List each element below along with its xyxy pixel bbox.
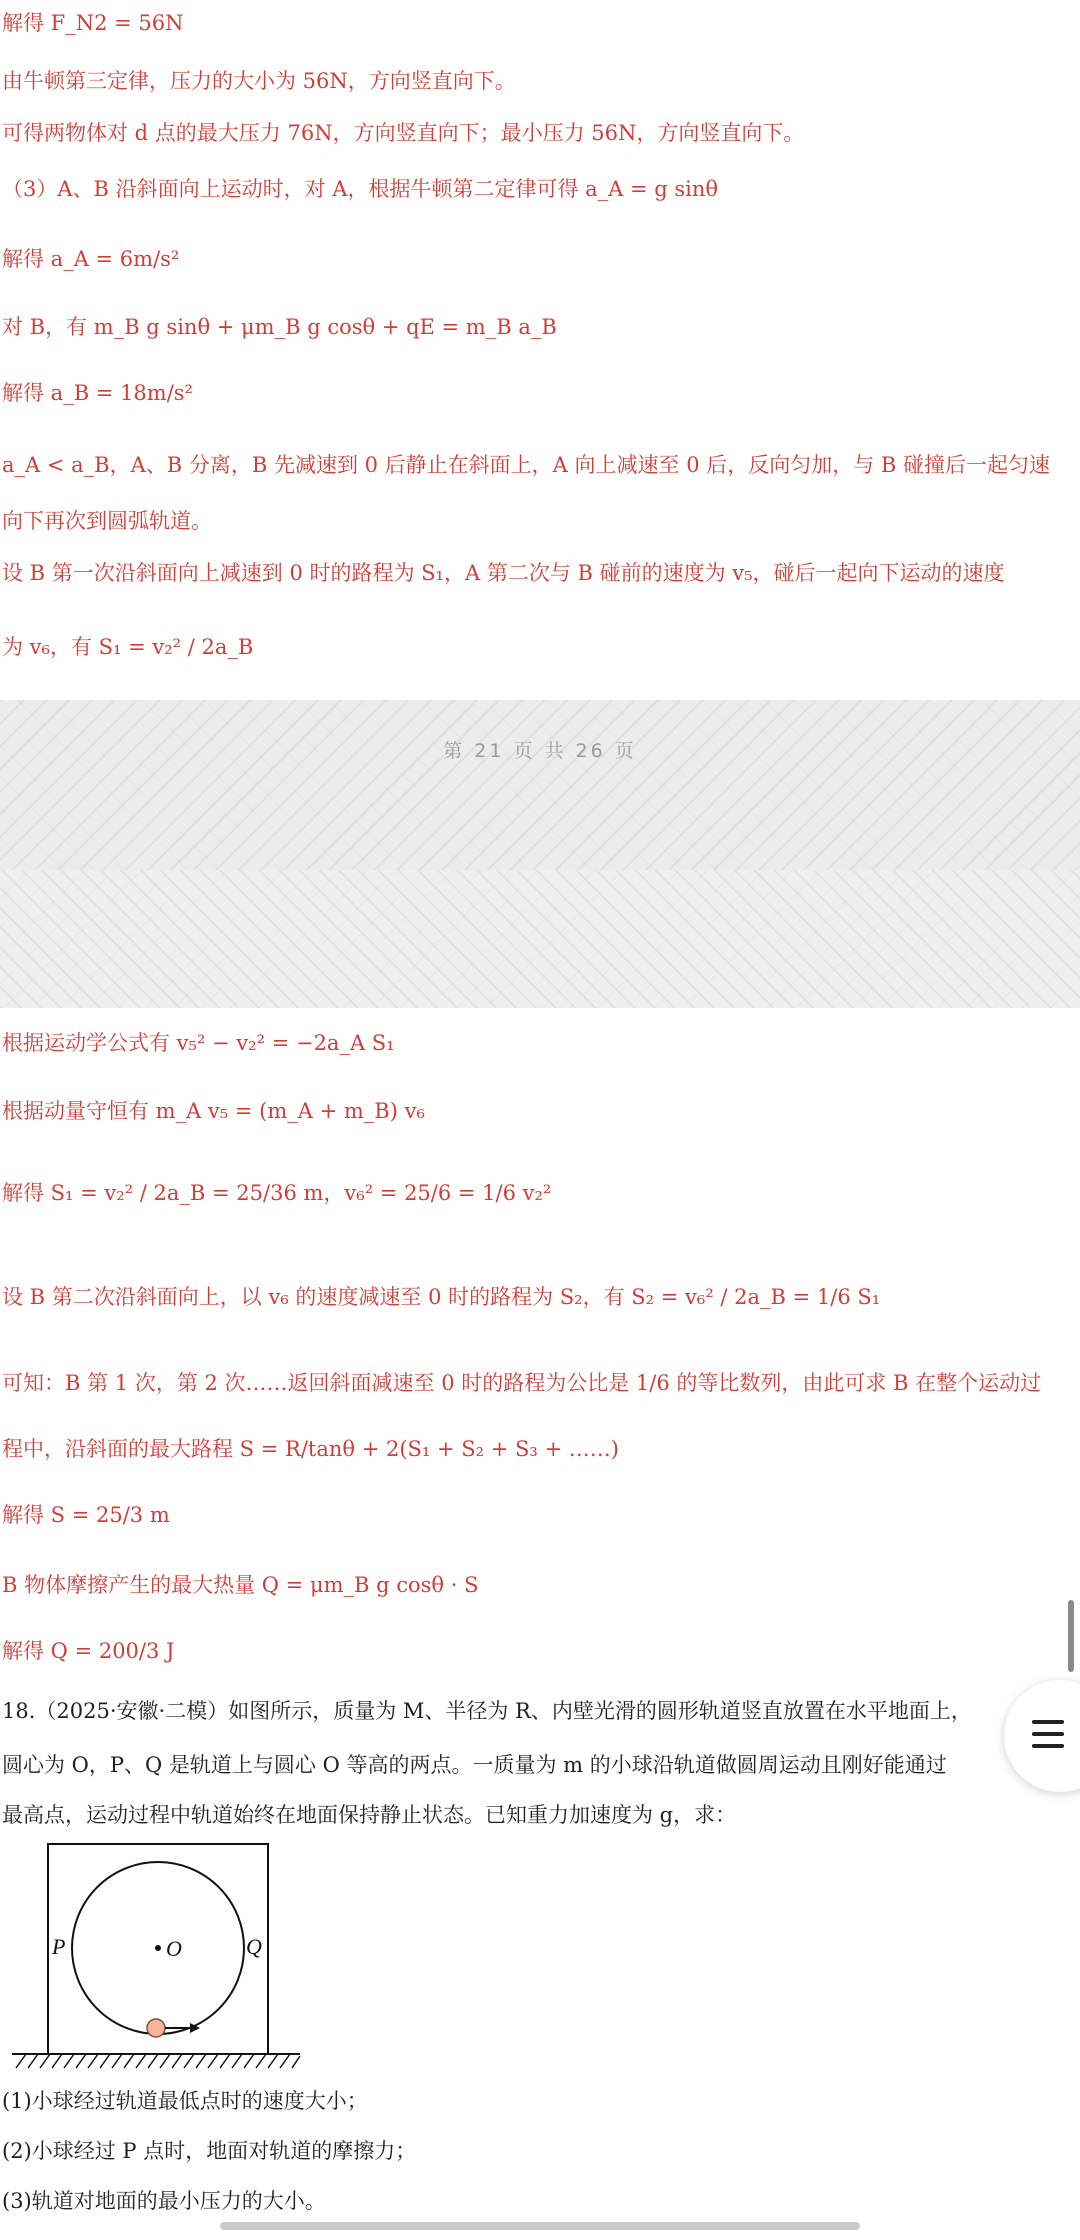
text-line: 解得 F_N2 = 56N (2, 11, 184, 35)
track-diagram (12, 1842, 302, 2086)
text-line: 程中，沿斜面的最大路程 S = R/tanθ + 2(S₁ + S₂ + S₃ + ……) (2, 1437, 619, 1461)
text-line: 设 B 第二次沿斜面向上，以 v₆ 的速度减速至 0 时的路程为 S₂，有 S₂ = v₆² / 2a_B = 1/6 S₁ (2, 1285, 881, 1309)
page-separator (0, 700, 1080, 870)
text-line: 解得 a_B = 18m/s² (2, 381, 193, 405)
question-text: 圆心为 O，P、Q 是轨道上与圆心 O 等高的两点。一质量为 m 的小球沿轨道做圆周运动且刚好能通过 (2, 1753, 947, 1777)
track-figure-svg (12, 1842, 302, 2082)
scrollbar-thumb[interactable] (1068, 1600, 1074, 1672)
subquestion-1: (1)小球经过轨道最低点时的速度大小； (2, 2089, 368, 2113)
text-line: 根据运动学公式有 v₅² − v₂² = −2a_A S₁ (2, 1031, 395, 1055)
text-line: 解得 S₁ = v₂² / 2a_B = 25/36 m，v₆² = 25/6 = 1/6 v₂² (2, 1181, 552, 1205)
label-o: O (166, 1936, 182, 1961)
text-line: 为 v₆，有 S₁ = v₂² / 2a_B (2, 635, 254, 659)
small-ball (147, 2019, 165, 2037)
label-p: P (52, 1934, 66, 1959)
text-line: 向下再次到圆弧轨道。 (2, 509, 212, 533)
label-q: Q (246, 1934, 262, 1959)
text-line: 由牛顿第三定律，压力的大小为 56N，方向竖直向下。 (2, 69, 516, 93)
home-indicator[interactable] (220, 2222, 860, 2230)
question-text: 18.（2025·安徽·二模）如图所示，质量为 M、半径为 R、内壁光滑的圆形轨道竖直放置在水平地面上， (2, 1699, 972, 1723)
text-line: 可知：B 第 1 次，第 2 次……返回斜面减速至 0 时的路程为公比是 1/6 的等比数列，由此可求 B 在整个运动过 (2, 1371, 1042, 1395)
subquestion-2: (2)小球经过 P 点时，地面对轨道的摩擦力； (2, 2139, 417, 2163)
text-line: 设 B 第一次沿斜面向上减速到 0 时的路程为 S₁，A 第二次与 B 碰前的速度为 v₅，碰后一起向下运动的速度 (2, 561, 1005, 585)
question-text: 最高点，运动过程中轨道始终在地面保持静止状态。已知重力加速度为 g，求： (2, 1803, 737, 1827)
text-line: a_A < a_B，A、B 分离，B 先减速到 0 后静止在斜面上，A 向上减速至 0 后，反向匀加，与 B 碰撞后一起匀速 (2, 453, 1051, 477)
text-line: B 物体摩擦产生的最大热量 Q = μm_B g cosθ · S (2, 1573, 479, 1597)
page-separator (0, 870, 1080, 1008)
text-line: 解得 a_A = 6m/s² (2, 247, 180, 271)
text-line: 解得 S = 25/3 m (2, 1503, 170, 1527)
text-line: 根据动量守恒有 m_A v₅ = (m_A + m_B) v₆ (2, 1099, 425, 1123)
ground-hatching (16, 2054, 300, 2068)
hamburger-menu-icon (1032, 1720, 1064, 1756)
text-line: 对 B，有 m_B g sinθ + μm_B g cosθ + qE = m_B a_B (2, 315, 557, 339)
document-page-21 (10, 0, 1068, 700)
page-number: 第 21 页 共 26 页 (443, 740, 637, 762)
text-line: （3）A、B 沿斜面向上运动时，对 A，根据牛顿第二定律可得 a_A = g sinθ (2, 177, 719, 201)
text-line: 解得 Q = 200/3 J (2, 1639, 175, 1663)
center-point (155, 1945, 161, 1951)
subquestion-3: (3)轨道对地面的最小压力的大小。 (2, 2189, 326, 2213)
text-line: 可得两物体对 d 点的最大压力 76N，方向竖直向下；最小压力 56N，方向竖直向下。 (2, 121, 805, 145)
